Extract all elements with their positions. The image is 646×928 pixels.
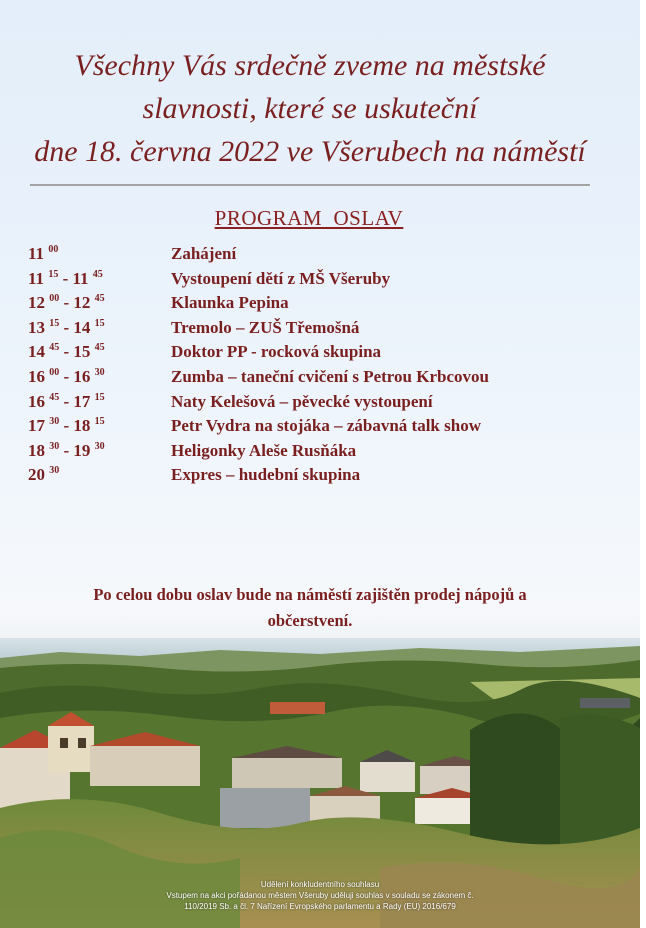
program-time: 12 $^{00}$ - 12 $^{45}$ bbox=[28, 293, 105, 313]
consent-line-1: Udělení konkludentního souhlasu bbox=[260, 880, 380, 889]
program-event: Klaunka Pepina bbox=[171, 293, 289, 313]
program-time: 17 $^{30}$ - 18 $^{15}$ bbox=[28, 416, 105, 436]
start-hour: 11 bbox=[28, 268, 45, 288]
program-event: Heligonky Aleše Rusňáka bbox=[171, 440, 357, 460]
program-event: Doktor PP - rocková skupina bbox=[171, 342, 382, 362]
start-minute: 30 bbox=[49, 416, 60, 428]
refreshments-note bbox=[40, 582, 580, 634]
start-hour: 20 bbox=[28, 465, 45, 485]
program-row bbox=[28, 318, 618, 343]
start-hour: 16 bbox=[28, 391, 45, 411]
end-hour: 12 bbox=[73, 293, 91, 313]
end-minute: 15 bbox=[94, 317, 105, 329]
divider-line bbox=[30, 184, 590, 186]
program-row bbox=[28, 465, 618, 490]
invitation-line-3: dne 18. června 2022 ve Všerubech na náměstí bbox=[34, 135, 586, 168]
end-hour: 11 bbox=[72, 268, 89, 288]
program-time: 18 $^{30}$ - 19 $^{30}$ bbox=[28, 440, 105, 460]
end-minute: 45 bbox=[94, 293, 105, 305]
program-time bbox=[28, 465, 59, 485]
program-heading: PROGRAM OSLAV bbox=[214, 206, 404, 230]
program-list bbox=[28, 244, 618, 490]
page-margin bbox=[640, 0, 646, 928]
start-minute: 00 bbox=[49, 366, 60, 378]
program-time bbox=[28, 244, 58, 264]
end-minute: 30 bbox=[94, 440, 105, 452]
invitation-line-1: Všechny Vás srdečně zveme na městské bbox=[74, 49, 546, 82]
end-hour: 19 bbox=[73, 440, 91, 460]
program-row bbox=[28, 367, 618, 392]
invitation-line-2: slavnosti, které se uskuteční bbox=[142, 92, 478, 125]
program-time: 16 $^{45}$ - 17 $^{15}$ bbox=[28, 391, 105, 411]
program-event: Tremolo – ZUŠ Třemošná bbox=[171, 317, 360, 337]
invitation-title bbox=[30, 44, 590, 173]
start-minute: 00 bbox=[48, 244, 59, 255]
program-event: Expres – hudební skupina bbox=[171, 465, 361, 485]
start-minute: 00 bbox=[49, 293, 60, 305]
program-time: 13 $^{15}$ - 14 $^{15}$ bbox=[28, 317, 105, 337]
program-row bbox=[28, 269, 618, 294]
start-minute: 15 bbox=[49, 317, 60, 329]
start-minute: 15 bbox=[48, 268, 59, 280]
note-line-2: občerstvení. bbox=[267, 611, 353, 630]
program-row bbox=[28, 244, 618, 269]
program-time: 14 $^{45}$ - 15 $^{45}$ bbox=[28, 342, 105, 362]
note-line-1: Po celou dobu oslav bude na náměstí zajištěn prodej nápojů a bbox=[93, 585, 527, 604]
program-row bbox=[28, 392, 618, 417]
end-minute: 15 bbox=[94, 391, 105, 403]
program-row bbox=[28, 441, 618, 466]
program-time: 16 $^{00}$ - 16 $^{30}$ bbox=[28, 366, 105, 386]
program-event: Petr Vydra na stojáka – zábavná talk show bbox=[171, 416, 481, 436]
consent-line-2: Vstupem na akci pořádanou městem Všeruby uděluji souhlas v souladu se zákonem č. bbox=[166, 891, 474, 900]
start-minute: 30 bbox=[49, 465, 60, 477]
program-row bbox=[28, 293, 618, 318]
end-minute: 30 bbox=[94, 366, 105, 378]
program-event: Zumba – taneční cvičení s Petrou Krbcovou bbox=[171, 366, 489, 386]
start-hour: 12 bbox=[28, 293, 45, 313]
consent-notice bbox=[120, 879, 520, 912]
end-minute: 15 bbox=[94, 416, 105, 428]
start-hour: 18 bbox=[28, 440, 45, 460]
program-event: Vystoupení dětí z MŠ Všeruby bbox=[171, 268, 391, 288]
consent-line-3: 110/2019 Sb. a čl. 7 Nařízení Evropského parlamentu a Rady (EU) 2016/679 bbox=[184, 902, 456, 911]
start-hour: 17 bbox=[28, 416, 45, 436]
program-event: Zahájení bbox=[171, 244, 237, 263]
start-hour: 13 bbox=[28, 317, 45, 337]
end-hour: 17 bbox=[73, 391, 91, 411]
end-hour: 15 bbox=[73, 342, 91, 362]
program-time: 11 $^{15}$ - 11 $^{45}$ bbox=[28, 268, 103, 288]
program-event: Naty Kelešová – pěvecké vystoupení bbox=[171, 391, 433, 411]
program-row bbox=[28, 416, 618, 441]
end-hour: 18 bbox=[73, 416, 91, 436]
start-hour: 14 bbox=[28, 342, 45, 362]
start-minute: 45 bbox=[49, 391, 60, 403]
end-hour: 16 bbox=[73, 366, 91, 386]
end-hour: 14 bbox=[73, 317, 91, 337]
start-minute: 45 bbox=[49, 342, 60, 354]
start-hour: 16 bbox=[28, 366, 45, 386]
end-minute: 45 bbox=[94, 342, 105, 354]
program-row bbox=[28, 342, 618, 367]
start-minute: 30 bbox=[49, 440, 60, 452]
start-hour: 11 bbox=[28, 244, 45, 263]
end-minute: 45 bbox=[92, 268, 103, 280]
